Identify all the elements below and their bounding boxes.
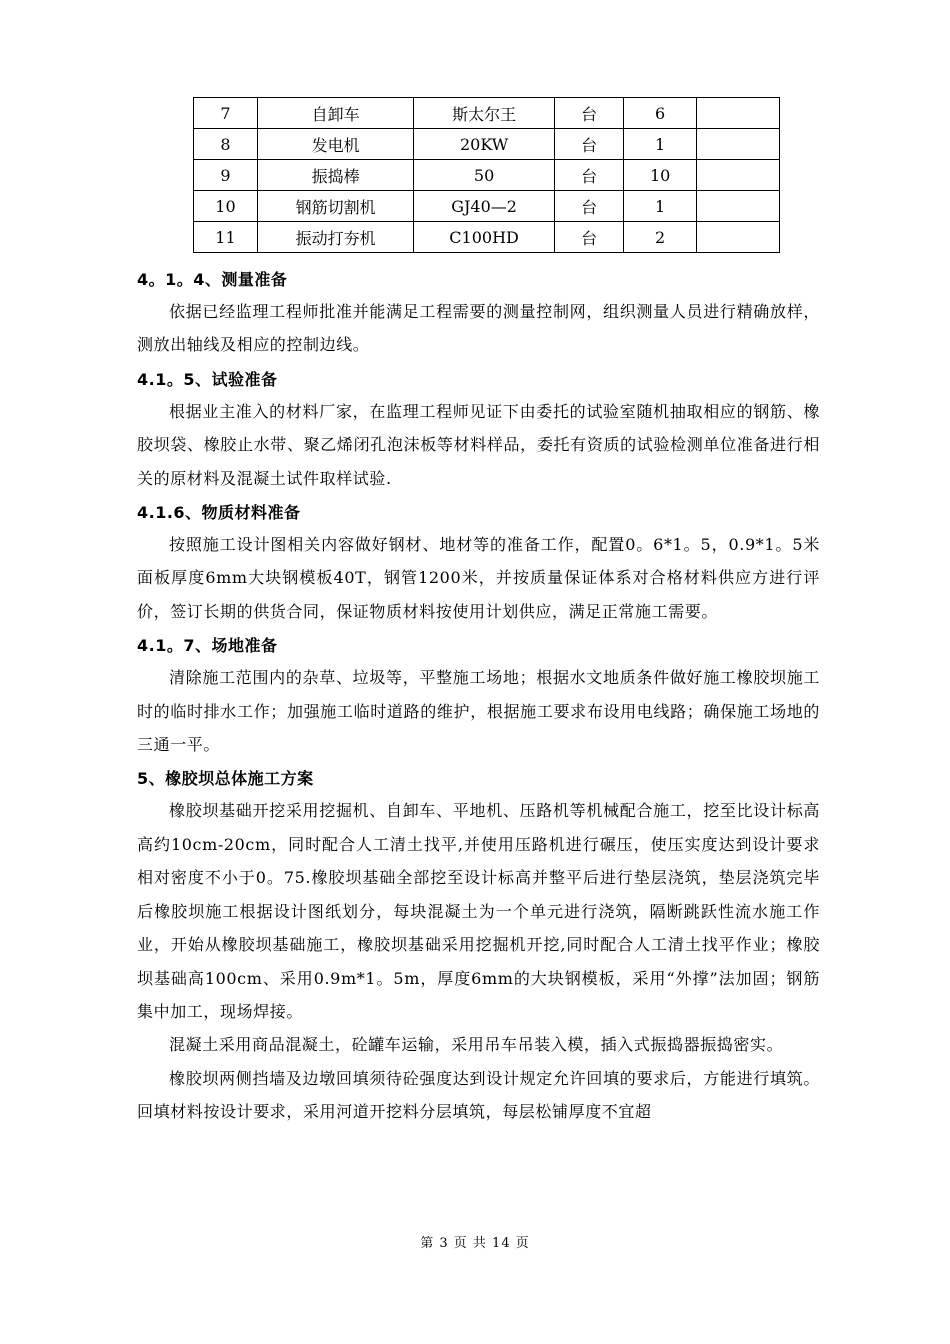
section-4-1-7 [137,631,820,761]
paragraph: 按照施工设计图相关内容做好钢材、地材等的准备工作，配置0。6*1。5，0.9*1。5米面板厚度6mm大块钢模板40T，钢管1200米，并按质量保证体系对合格材料供应方进行评价，签订长期的供货合同，保证物质材料按使用计划供应，满足正常施工需要。 [137,535,820,621]
document-body [137,262,820,1129]
table-cell: 振捣棒 [257,160,413,191]
paragraph: 混凝土采用商品混凝土，砼罐车运输，采用吊车吊装入模，插入式振捣器振捣密实。 [169,1035,784,1055]
section-heading: 5、橡胶坝总体施工方案 [137,769,314,789]
table-cell [696,191,779,222]
section-4-1-5 [137,365,820,495]
table-row [194,160,780,191]
table-cell: 振动打夯机 [257,222,413,253]
section-heading: 4.1。5、试验准备 [137,369,278,389]
table-cell: 9 [194,160,258,191]
table-cell: 2 [624,222,697,253]
section-heading: 4.1。7、场地准备 [137,636,278,656]
paragraph: 清除施工范围内的杂草、垃圾等，平整施工场地；根据水文地质条件做好施工橡胶坝施工时的临时排水工作；加强施工临时道路的维护，根据施工要求布设用电线路；确保施工场地的三通一平。 [137,668,820,755]
equipment-table [193,97,780,253]
table-cell: 10 [624,160,697,191]
table-cell: 斯太尔王 [414,98,555,129]
table-cell: C100HD [414,222,555,253]
table-cell: 台 [554,129,623,160]
table-row [194,191,780,222]
table-row [194,129,780,160]
table-row [194,98,780,129]
section-4-1-6 [137,498,820,628]
table-row [194,222,780,253]
paragraph: 橡胶坝基础开挖采用挖掘机、自卸车、平地机、压路机等机械配合施工，挖至比设计标高高约10cm-20cm，同时配合人工清土找平,并使用压路机进行碾压，使压实度达到设计要求相对密度不小于0。75.橡胶坝基础全部挖至设计标高并整平后进行垫层浇筑，垫层浇筑完毕后橡胶坝施工根据设计图纸划分，每块混凝土为一个单元进行浇筑，隔断跳跃性流水施工作业，开始从橡胶坝基础施工，橡胶坝基础采用挖掘机开挖,同时配合人工清土找平作业；橡胶坝基础高100cm、采用0.9m*1。5m，厚度6mm的大块钢模板，采用“外撑”法加固；钢筋集中加工，现场焊接。 [137,801,820,1021]
table-cell: 台 [554,160,623,191]
table-cell: 10 [194,191,258,222]
section-heading: 4。1。4、测量准备 [137,270,288,289]
table-cell [696,222,779,253]
table-cell: 1 [624,191,697,222]
table-cell: 台 [554,98,623,129]
paragraph: 根据业主准入的材料厂家，在监理工程师见证下由委托的试验室随机抽取相应的钢筋、橡胶坝袋、橡胶止水带、聚乙烯闭孔泡沫板等材料样品，委托有资质的试验检测单位准备进行相关的原材料及混凝土试件取样试验. [137,401,820,488]
table-cell: 50 [414,160,555,191]
table-cell: 7 [194,98,258,129]
table-cell [696,98,779,129]
table-cell: 台 [554,191,623,222]
table-cell: 20KW [414,129,555,160]
paragraph: 依据已经监理工程师批准并能满足工程需要的测量控制网，组织测量人员进行精确放样，测放出轴线及相应的控制边线。 [137,302,820,355]
section-4-1-4 [137,265,820,362]
table-cell: 6 [624,98,697,129]
table-cell: 台 [554,222,623,253]
table-cell [696,160,779,191]
table-cell: 自卸车 [257,98,413,129]
table-cell: 11 [194,222,258,253]
paragraph: 橡胶坝两侧挡墙及边墩回填须待砼强度达到设计规定允许回填的要求后，方能进行填筑。回填材料按设计要求，采用河道开挖料分层填筑，每层松铺厚度不宜超 [137,1068,820,1122]
table-cell: 1 [624,129,697,160]
table-cell: 8 [194,129,258,160]
table-cell [696,129,779,160]
page-footer: 第 3 页 共 14 页 [420,1236,530,1251]
table-cell: 钢筋切割机 [257,191,413,222]
table-cell: GJ40—2 [414,191,555,222]
section-heading: 4.1.6、物质材料准备 [137,503,301,523]
equipment-table-body [194,98,780,253]
section-5 [137,764,820,1128]
table-cell: 发电机 [257,129,413,160]
